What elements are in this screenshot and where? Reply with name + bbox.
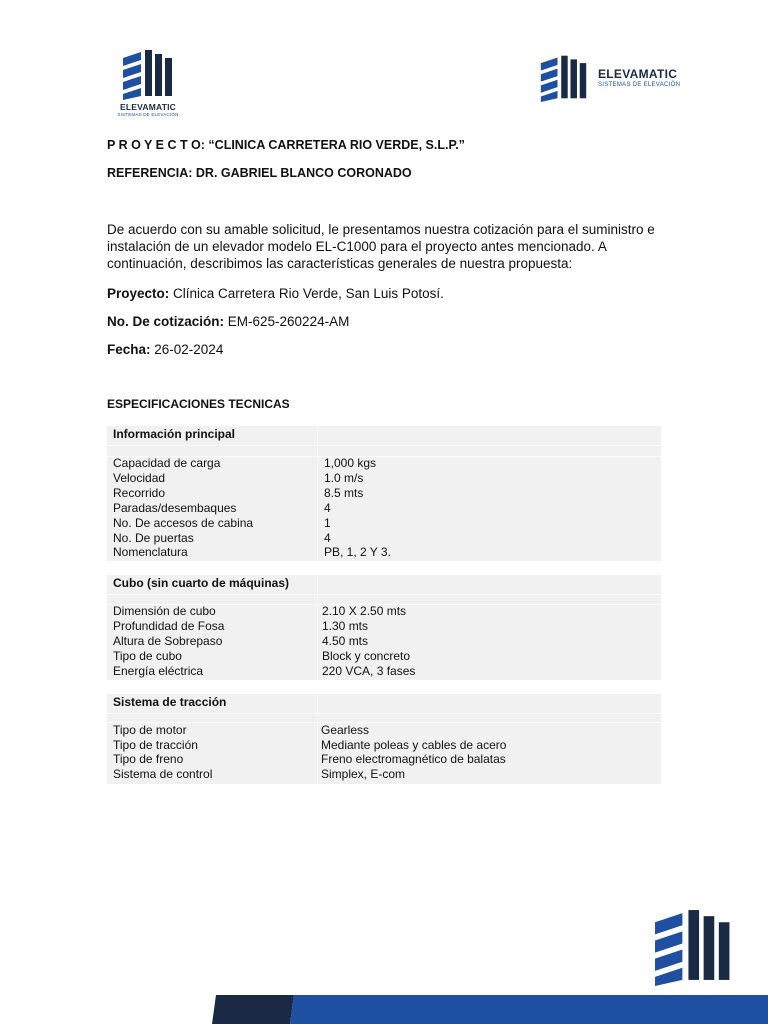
spec-label: Altura de Sobrepaso: [113, 634, 223, 648]
date-value: 26-02-2024: [150, 342, 224, 357]
project-heading: P R O Y E C T O: “CLINICA CARRETERA RIO VERDE, S.L.P.”: [107, 138, 465, 152]
spec-value: 4: [324, 531, 331, 545]
spec-row: [107, 531, 661, 546]
elevamatic-mark-icon: [121, 46, 175, 100]
spec-value: 1.30 mts: [322, 619, 369, 633]
quote-number-label: No. De cotización:: [107, 314, 225, 329]
spec-row: [107, 634, 661, 649]
section-title: Sistema de tracción: [113, 695, 227, 709]
quote-number-value: EM-625-260224-AM: [224, 314, 350, 329]
spec-label: Tipo de tracción: [113, 738, 198, 752]
section-title: Cubo (sin cuarto de máquinas): [113, 576, 290, 590]
spec-value: Block y concreto: [322, 649, 411, 663]
elevamatic-logo-left: [112, 46, 184, 117]
spec-row: [107, 767, 661, 782]
spec-label: No. De accesos de cabina: [113, 516, 254, 530]
specifications-title: ESPECIFICACIONES TECNICAS: [107, 397, 290, 411]
spec-row: [107, 456, 661, 471]
spec-row: [107, 752, 661, 767]
spec-label: Dimensión de cubo: [113, 604, 216, 618]
spec-label: Tipo de motor: [113, 723, 187, 737]
spec-section-main-info: [107, 426, 661, 561]
spec-label: Capacidad de carga: [113, 456, 221, 470]
spec-row: [107, 545, 661, 560]
spec-value: 8.5 mts: [324, 486, 364, 500]
spec-value: Gearless: [321, 723, 370, 737]
spec-section-hoistway: [107, 575, 661, 680]
spec-row: [107, 723, 661, 738]
spec-value: Freno electromagnético de balatas: [321, 752, 506, 766]
spec-value: Mediante poleas y cables de acero: [321, 738, 507, 752]
spec-row: [107, 604, 661, 619]
spec-row: [107, 516, 661, 531]
spec-label: Tipo de cubo: [113, 649, 182, 663]
spec-value: PB, 1, 2 Y 3.: [324, 545, 391, 559]
spec-label: Energía eléctrica: [113, 664, 204, 678]
spec-row: [107, 619, 661, 634]
brand-tagline: SISTEMAS DE ELEVACIÓN: [117, 112, 179, 117]
spec-label: Sistema de control: [113, 767, 213, 781]
spec-section-traction: [107, 694, 661, 784]
spec-row: [107, 738, 661, 753]
spec-value: 4.50 mts: [322, 634, 369, 648]
elevamatic-mark-icon: [538, 52, 590, 102]
spec-value: 2.10 X 2.50 mts: [322, 604, 407, 618]
spec-row: [107, 649, 661, 664]
brand-name: ELEVAMATIC: [120, 102, 176, 112]
spec-row: [107, 486, 661, 501]
elevamatic-footer-mark-icon: [652, 904, 734, 986]
project-field: [107, 286, 444, 301]
spec-label: Recorrido: [113, 486, 166, 500]
quote-number-field: [107, 314, 349, 329]
spec-row: [107, 501, 661, 516]
spec-label: Paradas/desembaques: [113, 501, 237, 515]
brand-tagline: SISTEMAS DE ELEVACIÓN: [598, 81, 681, 88]
elevamatic-logo-right: [538, 52, 680, 102]
spec-label: Tipo de freno: [113, 752, 184, 766]
section-title: Información principal: [113, 427, 236, 441]
spec-value: 4: [324, 501, 331, 515]
date-label: Fecha:: [107, 342, 151, 357]
date-field: [107, 342, 223, 357]
spec-value: Simplex, E-com: [321, 767, 406, 781]
reference-heading: REFERENCIA: DR. GABRIEL BLANCO CORONADO: [107, 166, 412, 180]
intro-paragraph: De acuerdo con su amable solicitud, le presentamos nuestra cotización para el suministro e instalación de un elevador modelo EL-C1000 para el proyecto antes mencionado. A continuación, describimos las características generales de nuestra propuesta:: [107, 222, 655, 271]
spec-row: [107, 664, 661, 679]
project-label: Proyecto:: [107, 286, 170, 301]
footer-stripe: [212, 995, 768, 1024]
spec-value: 1.0 m/s: [324, 471, 364, 485]
spec-label: Profundidad de Fosa: [113, 619, 225, 633]
spec-label: Nomenclatura: [113, 545, 188, 559]
project-value: Clínica Carretera Rio Verde, San Luis Potosí.: [169, 286, 444, 301]
spec-value: 220 VCA, 3 fases: [322, 664, 416, 678]
spec-row: [107, 471, 661, 486]
spec-value: 1: [324, 516, 331, 530]
spec-label: No. De puertas: [113, 531, 194, 545]
brand-name: ELEVAMATIC: [598, 66, 678, 81]
spec-label: Velocidad: [113, 471, 166, 485]
spec-value: 1,000 kgs: [324, 456, 377, 470]
